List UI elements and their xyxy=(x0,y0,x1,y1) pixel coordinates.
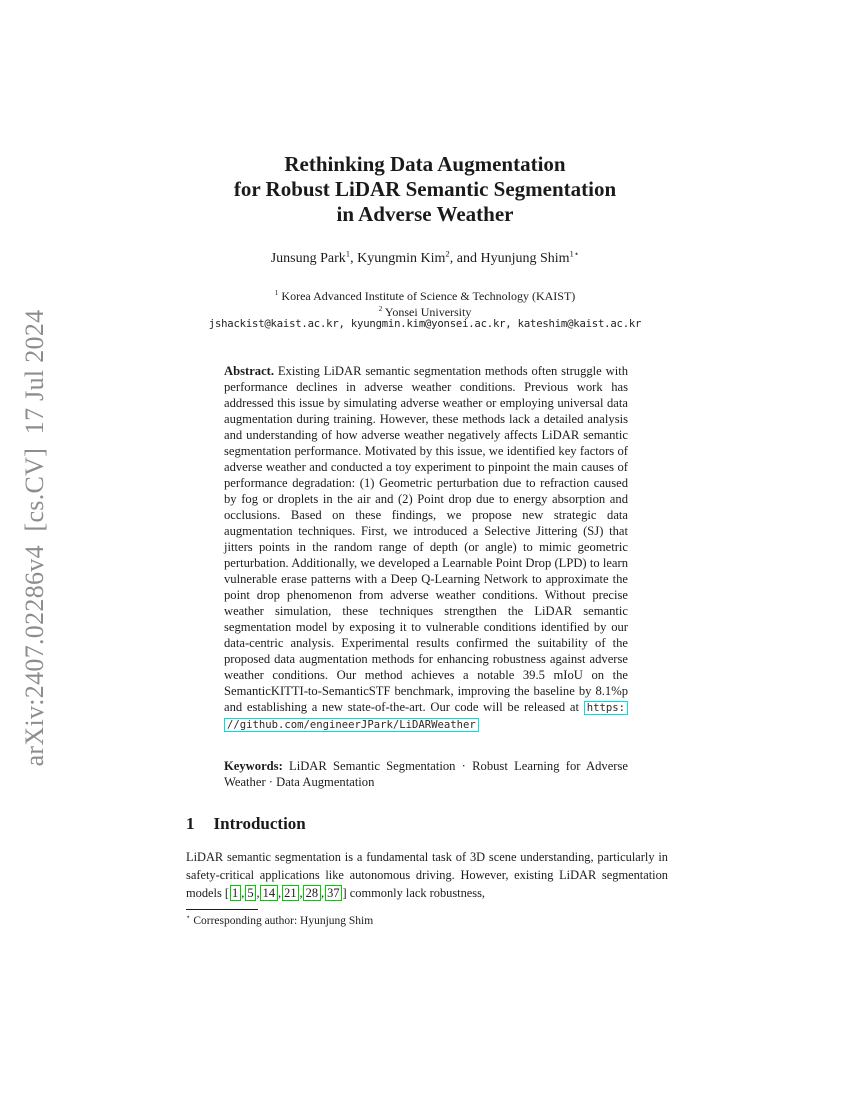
author-separator-2: , and xyxy=(449,251,481,266)
title-line-3: in Adverse Weather xyxy=(336,202,514,226)
citation-separator: , xyxy=(278,886,282,900)
citation-separator: , xyxy=(321,886,325,900)
author-3: Hyunjung Shim xyxy=(480,251,570,266)
arxiv-watermark: arXiv:2407.02286v4 [cs.CV] 17 Jul 2024 xyxy=(20,309,49,767)
footnote-marker: ⋆ xyxy=(186,913,191,922)
intro-text-after-citations: commonly lack robustness, xyxy=(346,886,486,900)
section-number: 1 xyxy=(186,814,195,833)
github-link-part-1[interactable]: https: xyxy=(584,701,628,715)
citation-separator: , xyxy=(299,886,303,900)
keywords-text: LiDAR Semantic Segmentation · Robust Learning for Adverse Weather · Data Augmentation xyxy=(224,759,628,789)
affiliations xyxy=(0,288,850,320)
introduction-section xyxy=(186,814,668,927)
citation-ref-28[interactable]: 28 xyxy=(303,885,320,901)
footnote-text: Corresponding author: Hyunjung Shim xyxy=(190,915,374,927)
citation-ref-1[interactable]: 1 xyxy=(230,885,241,901)
affiliation-1 xyxy=(0,288,850,304)
title-line-1: Rethinking Data Augmentation xyxy=(284,152,566,176)
abstract-text: Existing LiDAR semantic segmentation methods often struggle with performance declines in adverse weather conditions. Previous work has addressed this issue by simulating adverse weather or employing universal data augmentation during training. However, these methods lack a detailed analysis and understanding of how adverse weather negatively affects LiDAR semantic segmentation performance. Motivated by this issue, we identified key factors of adverse weather and conducted a toy experiment to pinpoint the main causes of performance degradation: (1) Geometric perturbation due to refraction caused by fog or droplets in the air and (2) Point drop due to energy absorption and occlusions. Based on these findings, we propose new strategic data augmentation techniques. First, we introduced a Selective Jittering (SJ) that jitters points in the random range of depth (or angle) to mimic geometric perturbation. Additionally, we developed a Learnable Point Drop (LPD) to learn vulnerable erase patterns with a Deep Q-Learning Network to approximate the point drop phenomenon from adverse weather conditions. Without precise weather simulation, these techniques strengthen the LiDAR semantic segmentation model by exposing it to vulnerable conditions identified by our data-centric analysis. Experimental results confirmed the suitability of the proposed data augmentation methods for enhancing robustness against adverse weather conditions. Our method achieves a notable 39.5 mIoU on the SemanticKITTI-to-SemanticSTF benchmark, improving the baseline by 8.1%p and establishing a new state-of-the-art. Our code will be released at xyxy=(224,364,628,714)
author-2-superscript: 2 xyxy=(445,248,450,259)
affiliation-2-superscript: 2 xyxy=(378,304,383,313)
citation-ref-21[interactable]: 21 xyxy=(282,885,299,901)
citation-ref-5[interactable]: 5 xyxy=(245,885,256,901)
abstract xyxy=(224,363,628,733)
citation-ref-37[interactable]: 37 xyxy=(325,885,342,901)
affiliation-1-superscript: 1 xyxy=(274,288,279,297)
affiliation-1-name: Korea Advanced Institute of Science & Technology (KAIST) xyxy=(278,289,576,303)
footnote xyxy=(186,909,668,927)
author-3-superscript: 1⋆ xyxy=(569,248,580,259)
intro-paragraph xyxy=(186,848,668,902)
paper-title xyxy=(0,152,850,227)
affiliation-2-name: Yonsei University xyxy=(382,305,472,319)
section-heading xyxy=(186,814,668,834)
citation-bracket-close: ] xyxy=(342,886,347,900)
footnote-rule xyxy=(186,909,258,910)
section-title: Introduction xyxy=(213,814,306,833)
abstract-label: Abstract. xyxy=(224,364,275,378)
citation-separator: , xyxy=(256,886,260,900)
citation-separator: , xyxy=(241,886,245,900)
keywords-label: Keywords: xyxy=(224,759,283,773)
keywords xyxy=(224,758,628,790)
author-line xyxy=(0,248,850,267)
intro-text-before-citations: LiDAR semantic segmentation is a fundamental task of 3D scene understanding, particularly in safety-critical applications like autonomous driving. However, existing LiDAR segmentation models xyxy=(186,850,668,900)
author-1: Junsung Park xyxy=(270,251,346,266)
author-emails: jshackist@kaist.ac.kr, kyungmin.kim@yonsei.ac.kr, kateshim@kaist.ac.kr xyxy=(208,318,642,330)
title-line-2: for Robust LiDAR Semantic Segmentation xyxy=(233,177,617,201)
author-2: Kyungmin Kim xyxy=(357,251,446,266)
author-1-superscript: 1 xyxy=(345,248,351,259)
github-link-part-2[interactable]: //github.com/engineerJPark/LiDARWeather xyxy=(224,718,479,732)
author-separator-1: , xyxy=(350,251,358,266)
citation-ref-14[interactable]: 14 xyxy=(260,885,277,901)
citation-bracket-open: [ xyxy=(224,886,230,900)
